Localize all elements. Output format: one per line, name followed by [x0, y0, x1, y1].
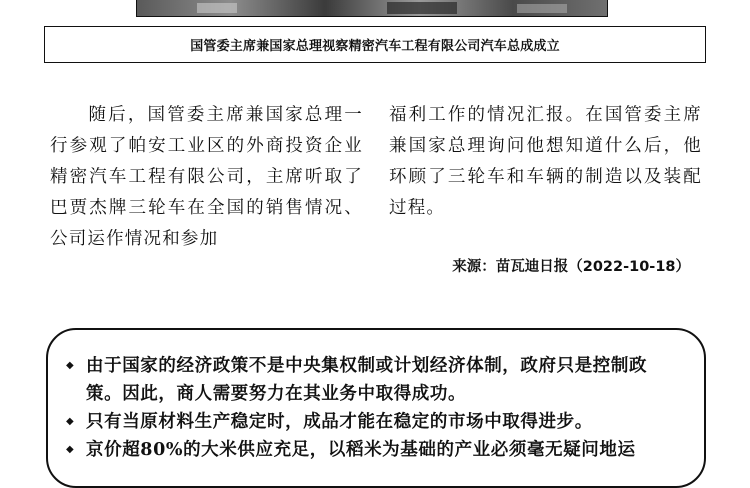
notes-item-text: 京价超80%的大米供应充足，以稻米为基础的产业必须毫无疑问地运: [86, 440, 636, 460]
diamond-bullet-icon: ◆: [66, 416, 75, 427]
notes-list: [62, 352, 680, 464]
notes-item: [62, 408, 680, 436]
article-right-column: [389, 100, 702, 255]
notes-item: [62, 352, 680, 408]
article-paragraph-left: 随后，国管委主席兼国家总理一行参观了帕安工业区的外商投资企业精密汽车工程有限公司，主席听取了巴贾杰牌三轮车在全国的销售情况、公司运作情况和参加: [50, 105, 363, 249]
diamond-bullet-icon: ◆: [66, 444, 75, 455]
notes-item-text: 由于国家的经济政策不是中央集权制或计划经济体制，政府只是控制政策。因此，商人需要努力在其业务中取得成功。: [86, 356, 648, 404]
photo-caption: [44, 26, 706, 63]
article-source: 来源：苗瓦迪日报（2022-10-18）: [452, 259, 690, 275]
article-left-column: [50, 100, 363, 255]
article-paragraph-right: 福利工作的情况汇报。在国管委主席兼国家总理询问他想知道什么后，他环顾了三轮车和车辆的制造以及装配过程。: [389, 105, 702, 218]
article-photo: [136, 0, 608, 17]
article-body: [50, 100, 702, 255]
diamond-bullet-icon: ◆: [66, 360, 75, 371]
notes-box: [46, 328, 706, 488]
notes-item-text: 只有当原材料生产稳定时，成品才能在稳定的市场中取得进步。: [86, 412, 593, 432]
photo-caption-text: 国管委主席兼国家总理视察精密汽车工程有限公司汽车总成成立: [190, 39, 560, 54]
